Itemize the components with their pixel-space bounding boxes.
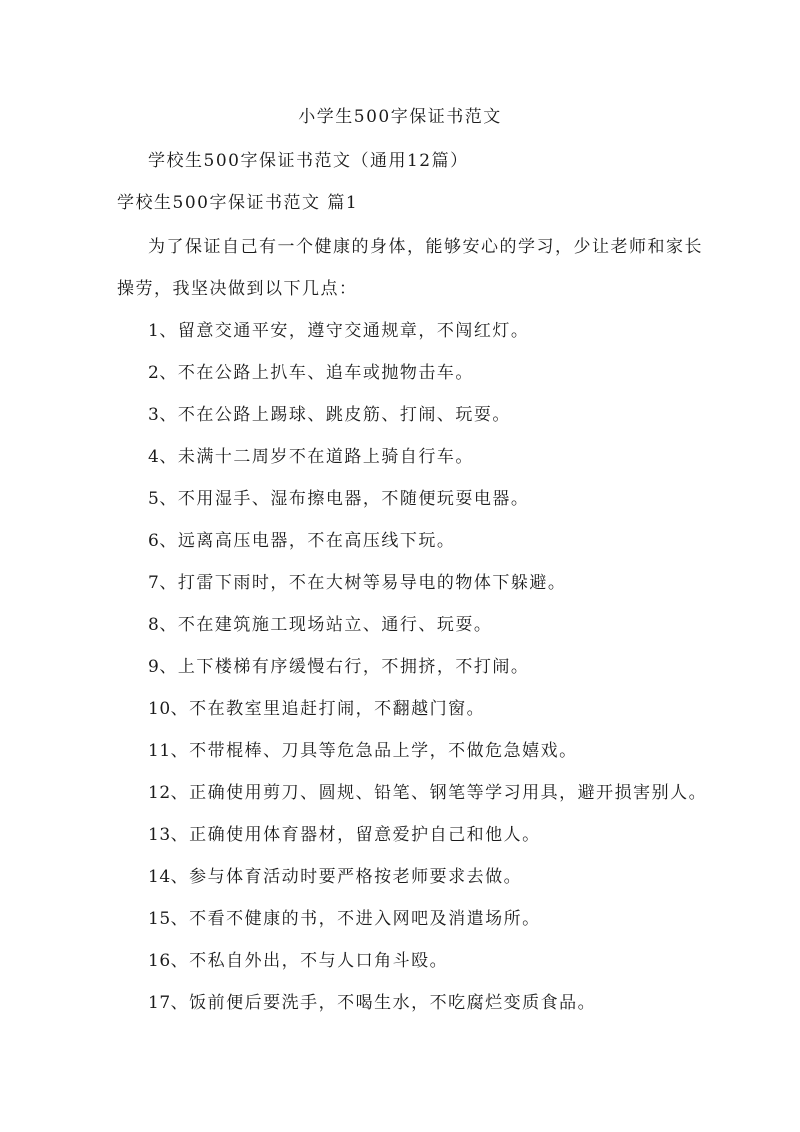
rule-number: 16 [148,951,171,971]
list-item [148,698,707,740]
list-item [148,824,707,866]
intro-paragraph-line-2: 操劳，我坚决做到以下几点： [117,279,358,299]
document-title: 小学生500字保证书范文 [298,107,502,127]
list-item [148,362,707,404]
list-item [148,572,707,614]
list-item [148,530,707,572]
list-item [148,320,707,362]
rule-number: 1 [148,321,160,341]
document-subtitle: 学校生500字保证书范文（通用12篇） [148,151,469,171]
list-item [148,488,707,530]
rule-number: 17 [148,993,171,1013]
list-item [148,908,707,950]
rules-list [148,320,707,1034]
rule-text: 、留意交通平安，遵守交通规章，不闯红灯。 [159,321,530,341]
rule-text: 、不在教室里追赶打闹，不翻越门窗。 [170,699,486,719]
rule-text: 、饭前便后要洗手，不喝生水，不吃腐烂变质食品。 [170,993,597,1013]
list-item [148,866,707,908]
rule-text: 、不带棍棒、刀具等危急品上学，不做危急嬉戏。 [170,741,578,761]
rule-number: 15 [148,909,171,929]
rule-number: 13 [148,825,171,845]
list-item [148,740,707,782]
list-item [148,656,707,698]
rule-text: 、不私自外出，不与人口角斗殴。 [170,951,449,971]
rule-number: 4 [148,447,160,467]
rule-text: 、不用湿手、湿布擦电器，不随便玩耍电器。 [159,489,530,509]
rule-text: 、未满十二周岁不在道路上骑自行车。 [159,447,474,467]
rule-number: 9 [148,657,160,677]
rule-number: 14 [148,867,171,887]
rule-number: 8 [148,615,160,635]
rule-number: 12 [148,783,171,803]
list-item [148,992,707,1034]
rule-number: 6 [148,531,160,551]
rule-text: 、上下楼梯有序缓慢右行，不拥挤，不打闹。 [159,657,530,677]
rule-number: 11 [148,741,171,761]
rule-number: 10 [148,699,171,719]
rule-text: 、不看不健康的书，不进入网吧及消遣场所。 [170,909,541,929]
rule-text: 、正确使用体育器材，留意爱护自己和他人。 [170,825,541,845]
list-item [148,950,707,992]
rule-text: 、不在公路上踢球、跳皮筋、打闹、玩耍。 [159,405,511,425]
rule-text: 、打雷下雨时，不在大树等易导电的物体下躲避。 [159,573,567,593]
list-item [148,446,707,488]
list-item [148,614,707,656]
rule-text: 、参与体育活动时要严格按老师要求去做。 [170,867,523,887]
intro-paragraph-line-1: 为了保证自己有一个健康的身体，能够安心的学习，少让老师和家长 [148,237,703,257]
list-item [148,404,707,446]
rule-text: 、正确使用剪刀、圆规、铅笔、钢笔等学习用具，避开损害别人。 [170,783,708,803]
rule-number: 7 [148,573,160,593]
section-heading: 学校生500字保证书范文 篇1 [117,193,359,213]
rule-text: 、不在建筑施工现场站立、通行、玩耍。 [159,615,493,635]
rule-text: 、远离高压电器，不在高压线下玩。 [159,531,456,551]
rule-number: 3 [148,405,160,425]
rule-number: 2 [148,363,160,383]
rule-text: 、不在公路上扒车、追车或抛物击车。 [159,363,474,383]
list-item [148,782,707,824]
rule-number: 5 [148,489,160,509]
